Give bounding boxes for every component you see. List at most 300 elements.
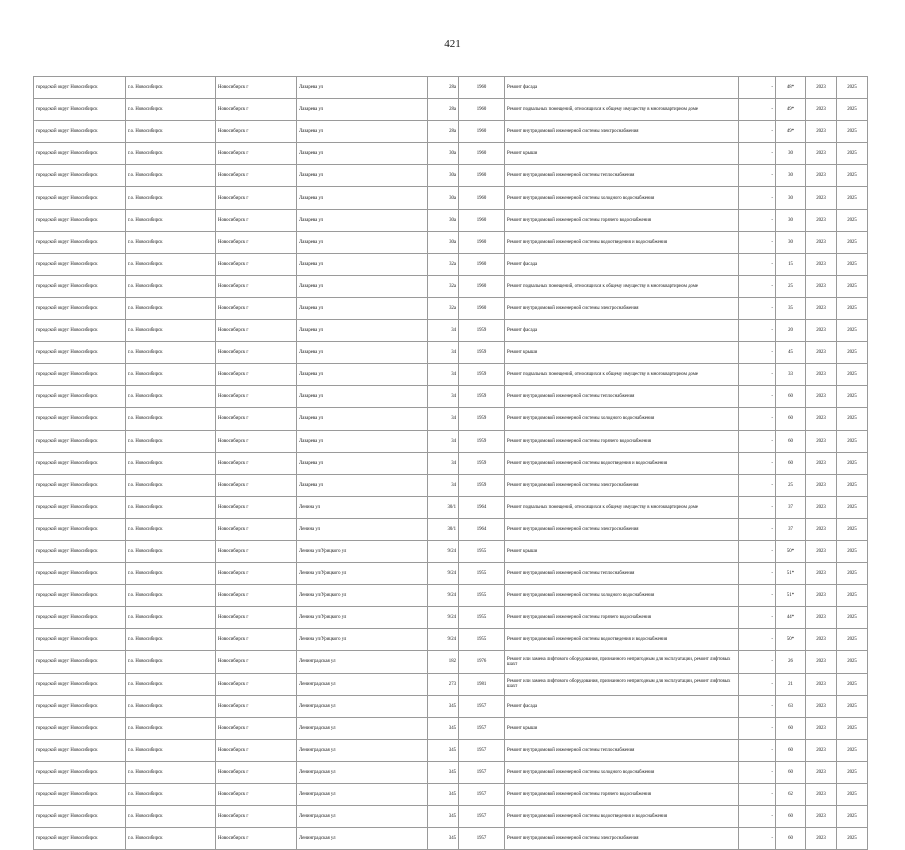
table-row [34, 386, 868, 408]
table-row [34, 607, 868, 629]
municipality-cell: городской округ Новосибирск [34, 165, 126, 187]
table-row [34, 739, 868, 761]
end-year-cell: 2025 [837, 121, 868, 143]
end-year-cell: 2025 [837, 320, 868, 342]
build-year-cell: 1960 [459, 99, 505, 121]
work-type-cell: Ремонт внутридомовой инженерной системы теплоснабжения [505, 739, 739, 761]
municipality-cell: городской округ Новосибирск [34, 563, 126, 585]
district-cell: г.о. Новосибирск [126, 474, 216, 496]
house-number-cell: 32а [428, 275, 459, 297]
table-row [34, 695, 868, 717]
dash-cell: - [739, 673, 776, 695]
build-year-cell: 1959 [459, 386, 505, 408]
city-cell: Новосибирск г [216, 430, 297, 452]
end-year-cell: 2025 [837, 739, 868, 761]
table-row [34, 563, 868, 585]
district-cell: г.о. Новосибирск [126, 806, 216, 828]
municipality-cell: городской округ Новосибирск [34, 364, 126, 386]
house-number-cell: 30/1 [428, 496, 459, 518]
wear-percent-cell: 60 [776, 386, 806, 408]
street-cell: Ленинградская ул [297, 673, 428, 695]
street-cell: Лазарева ул [297, 364, 428, 386]
build-year-cell: 1959 [459, 364, 505, 386]
municipality-cell: городской округ Новосибирск [34, 253, 126, 275]
start-year-cell: 2023 [806, 253, 837, 275]
street-cell: Лазарева ул [297, 342, 428, 364]
start-year-cell: 2023 [806, 297, 837, 319]
dash-cell: - [739, 474, 776, 496]
table-row [34, 673, 868, 695]
table-row [34, 231, 868, 253]
dash-cell: - [739, 739, 776, 761]
start-year-cell: 2023 [806, 165, 837, 187]
district-cell: г.о. Новосибирск [126, 143, 216, 165]
district-cell: г.о. Новосибирск [126, 165, 216, 187]
dash-cell: - [739, 784, 776, 806]
dash-cell: - [739, 121, 776, 143]
end-year-cell: 2025 [837, 784, 868, 806]
table-row [34, 253, 868, 275]
table-row [34, 585, 868, 607]
wear-percent-cell: 30 [776, 143, 806, 165]
end-year-cell: 2025 [837, 342, 868, 364]
dash-cell: - [739, 209, 776, 231]
wear-percent-cell: 35 [776, 297, 806, 319]
wear-percent-cell: 30 [776, 187, 806, 209]
start-year-cell: 2023 [806, 651, 837, 673]
house-number-cell: 9/24 [428, 629, 459, 651]
house-number-cell: 30а [428, 209, 459, 231]
district-cell: г.о. Новосибирск [126, 518, 216, 540]
district-cell: г.о. Новосибирск [126, 695, 216, 717]
municipality-cell: городской округ Новосибирск [34, 187, 126, 209]
dash-cell: - [739, 496, 776, 518]
start-year-cell: 2023 [806, 143, 837, 165]
street-cell: Ленина ул/Урицкого ул [297, 585, 428, 607]
street-cell: Лазарева ул [297, 452, 428, 474]
work-type-cell: Ремонт внутридомовой инженерной системы горячего водоснабжения [505, 209, 739, 231]
dash-cell: - [739, 761, 776, 783]
work-type-cell: Ремонт крыши [505, 143, 739, 165]
street-cell: Ленинградская ул [297, 717, 428, 739]
house-number-cell: 345 [428, 784, 459, 806]
wear-percent-cell: 21 [776, 673, 806, 695]
house-number-cell: 345 [428, 739, 459, 761]
municipality-cell: городской округ Новосибирск [34, 784, 126, 806]
city-cell: Новосибирск г [216, 828, 297, 850]
city-cell: Новосибирск г [216, 364, 297, 386]
end-year-cell: 2025 [837, 518, 868, 540]
city-cell: Новосибирск г [216, 165, 297, 187]
dash-cell: - [739, 452, 776, 474]
district-cell: г.о. Новосибирск [126, 342, 216, 364]
house-number-cell: 345 [428, 717, 459, 739]
wear-percent-cell: 30 [776, 231, 806, 253]
district-cell: г.о. Новосибирск [126, 828, 216, 850]
city-cell: Новосибирск г [216, 585, 297, 607]
house-number-cell: 345 [428, 761, 459, 783]
start-year-cell: 2023 [806, 673, 837, 695]
dash-cell: - [739, 585, 776, 607]
district-cell: г.о. Новосибирск [126, 563, 216, 585]
dash-cell: - [739, 297, 776, 319]
house-number-cell: 182 [428, 651, 459, 673]
table-row [34, 761, 868, 783]
table-row [34, 297, 868, 319]
table-row [34, 342, 868, 364]
city-cell: Новосибирск г [216, 121, 297, 143]
start-year-cell: 2023 [806, 99, 837, 121]
start-year-cell: 2023 [806, 806, 837, 828]
house-number-cell: 34 [428, 386, 459, 408]
house-number-cell: 9/24 [428, 585, 459, 607]
municipality-cell: городской округ Новосибирск [34, 320, 126, 342]
end-year-cell: 2025 [837, 408, 868, 430]
wear-percent-cell: 60 [776, 739, 806, 761]
dash-cell: - [739, 806, 776, 828]
dash-cell: - [739, 275, 776, 297]
build-year-cell: 1959 [459, 408, 505, 430]
house-number-cell: 273 [428, 673, 459, 695]
dash-cell: - [739, 651, 776, 673]
wear-percent-cell: 44* [776, 607, 806, 629]
city-cell: Новосибирск г [216, 143, 297, 165]
start-year-cell: 2023 [806, 474, 837, 496]
start-year-cell: 2023 [806, 231, 837, 253]
end-year-cell: 2025 [837, 585, 868, 607]
build-year-cell: 1955 [459, 585, 505, 607]
end-year-cell: 2025 [837, 386, 868, 408]
district-cell: г.о. Новосибирск [126, 231, 216, 253]
end-year-cell: 2025 [837, 452, 868, 474]
work-type-cell: Ремонт внутридомовой инженерной системы водоотведения и водоснабжения [505, 629, 739, 651]
table-row [34, 99, 868, 121]
district-cell: г.о. Новосибирск [126, 651, 216, 673]
street-cell: Ленинградская ул [297, 651, 428, 673]
municipality-cell: городской округ Новосибирск [34, 342, 126, 364]
house-number-cell: 34 [428, 452, 459, 474]
house-number-cell: 34 [428, 320, 459, 342]
dash-cell: - [739, 518, 776, 540]
end-year-cell: 2025 [837, 209, 868, 231]
work-type-cell: Ремонт внутридомовой инженерной системы горячего водоснабжения [505, 430, 739, 452]
city-cell: Новосибирск г [216, 518, 297, 540]
district-cell: г.о. Новосибирск [126, 673, 216, 695]
build-year-cell: 1960 [459, 165, 505, 187]
street-cell: Ленинградская ул [297, 761, 428, 783]
municipality-cell: городской округ Новосибирск [34, 408, 126, 430]
city-cell: Новосибирск г [216, 342, 297, 364]
street-cell: Лазарева ул [297, 77, 428, 99]
end-year-cell: 2025 [837, 297, 868, 319]
start-year-cell: 2023 [806, 761, 837, 783]
start-year-cell: 2023 [806, 563, 837, 585]
wear-percent-cell: 63 [776, 695, 806, 717]
municipality-cell: городской округ Новосибирск [34, 739, 126, 761]
table-row [34, 651, 868, 673]
street-cell: Лазарева ул [297, 231, 428, 253]
work-type-cell: Ремонт внутридомовой инженерной системы горячего водоснабжения [505, 784, 739, 806]
table-row [34, 209, 868, 231]
city-cell: Новосибирск г [216, 651, 297, 673]
build-year-cell: 1959 [459, 342, 505, 364]
wear-percent-cell: 49* [776, 99, 806, 121]
street-cell: Лазарева ул [297, 275, 428, 297]
wear-percent-cell: 30 [776, 209, 806, 231]
municipality-cell: городской округ Новосибирск [34, 540, 126, 562]
wear-percent-cell: 62 [776, 784, 806, 806]
municipality-cell: городской округ Новосибирск [34, 629, 126, 651]
start-year-cell: 2023 [806, 209, 837, 231]
street-cell: Ленинградская ул [297, 695, 428, 717]
work-type-cell: Ремонт внутридомовой инженерной системы теплоснабжения [505, 386, 739, 408]
end-year-cell: 2025 [837, 474, 868, 496]
build-year-cell: 1957 [459, 828, 505, 850]
house-number-cell: 30а [428, 231, 459, 253]
street-cell: Лазарева ул [297, 253, 428, 275]
build-year-cell: 1955 [459, 540, 505, 562]
dash-cell: - [739, 386, 776, 408]
city-cell: Новосибирск г [216, 673, 297, 695]
wear-percent-cell: 37 [776, 496, 806, 518]
wear-percent-cell: 60 [776, 761, 806, 783]
work-type-cell: Ремонт внутридомовой инженерной системы холодного водоснабжения [505, 761, 739, 783]
city-cell: Новосибирск г [216, 187, 297, 209]
municipality-cell: городской округ Новосибирск [34, 452, 126, 474]
district-cell: г.о. Новосибирск [126, 761, 216, 783]
city-cell: Новосибирск г [216, 540, 297, 562]
city-cell: Новосибирск г [216, 717, 297, 739]
city-cell: Новосибирск г [216, 408, 297, 430]
end-year-cell: 2025 [837, 673, 868, 695]
district-cell: г.о. Новосибирск [126, 784, 216, 806]
build-year-cell: 1955 [459, 607, 505, 629]
wear-percent-cell: 33 [776, 364, 806, 386]
wear-percent-cell: 20 [776, 320, 806, 342]
municipality-cell: городской округ Новосибирск [34, 806, 126, 828]
dash-cell: - [739, 77, 776, 99]
start-year-cell: 2023 [806, 695, 837, 717]
build-year-cell: 1960 [459, 275, 505, 297]
table-row [34, 540, 868, 562]
work-type-cell: Ремонт внутридомовой инженерной системы электроснабжения [505, 828, 739, 850]
district-cell: г.о. Новосибирск [126, 121, 216, 143]
work-type-cell: Ремонт подвальных помещений, относящихся к общему имуществу в многоквартирном доме [505, 364, 739, 386]
house-number-cell: 32а [428, 297, 459, 319]
street-cell: Лазарева ул [297, 187, 428, 209]
work-type-cell: Ремонт подвальных помещений, относящихся к общему имуществу в многоквартирном доме [505, 496, 739, 518]
city-cell: Новосибирск г [216, 386, 297, 408]
work-type-cell: Ремонт внутридомовой инженерной системы электроснабжения [505, 297, 739, 319]
build-year-cell: 1957 [459, 717, 505, 739]
street-cell: Лазарева ул [297, 430, 428, 452]
city-cell: Новосибирск г [216, 761, 297, 783]
build-year-cell: 1964 [459, 518, 505, 540]
district-cell: г.о. Новосибирск [126, 585, 216, 607]
build-year-cell: 1981 [459, 673, 505, 695]
street-cell: Лазарева ул [297, 320, 428, 342]
street-cell: Лазарева ул [297, 209, 428, 231]
city-cell: Новосибирск г [216, 99, 297, 121]
build-year-cell: 1964 [459, 496, 505, 518]
house-number-cell: 9/24 [428, 540, 459, 562]
table-row [34, 275, 868, 297]
build-year-cell: 1957 [459, 784, 505, 806]
wear-percent-cell: 60 [776, 430, 806, 452]
municipality-cell: городской округ Новосибирск [34, 209, 126, 231]
end-year-cell: 2025 [837, 828, 868, 850]
end-year-cell: 2025 [837, 629, 868, 651]
work-type-cell: Ремонт внутридомовой инженерной системы холодного водоснабжения [505, 187, 739, 209]
district-cell: г.о. Новосибирск [126, 320, 216, 342]
start-year-cell: 2023 [806, 518, 837, 540]
street-cell: Ленинградская ул [297, 806, 428, 828]
wear-percent-cell: 37 [776, 518, 806, 540]
start-year-cell: 2023 [806, 364, 837, 386]
work-type-cell: Ремонт внутридомовой инженерной системы электроснабжения [505, 121, 739, 143]
end-year-cell: 2025 [837, 364, 868, 386]
build-year-cell: 1960 [459, 187, 505, 209]
start-year-cell: 2023 [806, 784, 837, 806]
municipality-cell: городской округ Новосибирск [34, 99, 126, 121]
build-year-cell: 1957 [459, 761, 505, 783]
city-cell: Новосибирск г [216, 739, 297, 761]
dash-cell: - [739, 563, 776, 585]
dash-cell: - [739, 342, 776, 364]
district-cell: г.о. Новосибирск [126, 408, 216, 430]
house-number-cell: 34 [428, 430, 459, 452]
municipality-cell: городской округ Новосибирск [34, 607, 126, 629]
end-year-cell: 2025 [837, 275, 868, 297]
city-cell: Новосибирск г [216, 320, 297, 342]
municipality-cell: городской округ Новосибирск [34, 496, 126, 518]
district-cell: г.о. Новосибирск [126, 430, 216, 452]
dash-cell: - [739, 231, 776, 253]
work-type-cell: Ремонт или замена лифтового оборудования, признанного непригодным для эксплуатации, ремонт лифтовых шахт [505, 673, 739, 695]
house-number-cell: 30а [428, 143, 459, 165]
wear-percent-cell: 51* [776, 563, 806, 585]
street-cell: Ленина ул/Урицкого ул [297, 563, 428, 585]
work-type-cell: Ремонт фасада [505, 320, 739, 342]
end-year-cell: 2025 [837, 165, 868, 187]
street-cell: Лазарева ул [297, 474, 428, 496]
dash-cell: - [739, 828, 776, 850]
municipality-cell: городской округ Новосибирск [34, 143, 126, 165]
work-type-cell: Ремонт фасада [505, 695, 739, 717]
build-year-cell: 1960 [459, 253, 505, 275]
end-year-cell: 2025 [837, 607, 868, 629]
city-cell: Новосибирск г [216, 629, 297, 651]
dash-cell: - [739, 408, 776, 430]
wear-percent-cell: 30 [776, 165, 806, 187]
house-number-cell: 9/24 [428, 563, 459, 585]
municipality-cell: городской округ Новосибирск [34, 518, 126, 540]
dash-cell: - [739, 187, 776, 209]
municipality-cell: городской округ Новосибирск [34, 386, 126, 408]
end-year-cell: 2025 [837, 143, 868, 165]
work-type-cell: Ремонт подвальных помещений, относящихся к общему имуществу в многоквартирном доме [505, 275, 739, 297]
build-year-cell: 1957 [459, 695, 505, 717]
city-cell: Новосибирск г [216, 253, 297, 275]
district-cell: г.о. Новосибирск [126, 253, 216, 275]
build-year-cell: 1960 [459, 209, 505, 231]
city-cell: Новосибирск г [216, 607, 297, 629]
table-row [34, 806, 868, 828]
municipality-cell: городской округ Новосибирск [34, 717, 126, 739]
work-type-cell: Ремонт крыши [505, 717, 739, 739]
start-year-cell: 2023 [806, 828, 837, 850]
work-type-cell: Ремонт внутридомовой инженерной системы водоотведения и водоснабжения [505, 452, 739, 474]
district-cell: г.о. Новосибирск [126, 540, 216, 562]
wear-percent-cell: 45 [776, 342, 806, 364]
dash-cell: - [739, 253, 776, 275]
build-year-cell: 1959 [459, 430, 505, 452]
street-cell: Ленинградская ул [297, 784, 428, 806]
work-type-cell: Ремонт внутридомовой инженерной системы водоотведения и водоснабжения [505, 806, 739, 828]
district-cell: г.о. Новосибирск [126, 629, 216, 651]
table-body [34, 77, 868, 850]
build-year-cell: 1959 [459, 474, 505, 496]
table-row [34, 474, 868, 496]
end-year-cell: 2025 [837, 806, 868, 828]
district-cell: г.о. Новосибирск [126, 717, 216, 739]
end-year-cell: 2025 [837, 717, 868, 739]
start-year-cell: 2023 [806, 77, 837, 99]
house-number-cell: 345 [428, 806, 459, 828]
dash-cell: - [739, 607, 776, 629]
wear-percent-cell: 60 [776, 806, 806, 828]
street-cell: Лазарева ул [297, 99, 428, 121]
city-cell: Новосибирск г [216, 784, 297, 806]
house-number-cell: 34 [428, 364, 459, 386]
wear-percent-cell: 50* [776, 629, 806, 651]
municipality-cell: городской округ Новосибирск [34, 231, 126, 253]
table-row [34, 364, 868, 386]
start-year-cell: 2023 [806, 121, 837, 143]
dash-cell: - [739, 143, 776, 165]
work-type-cell: Ремонт внутридомовой инженерной системы холодного водоснабжения [505, 408, 739, 430]
work-type-cell: Ремонт крыши [505, 342, 739, 364]
build-year-cell: 1960 [459, 121, 505, 143]
work-type-cell: Ремонт фасада [505, 253, 739, 275]
city-cell: Новосибирск г [216, 275, 297, 297]
build-year-cell: 1960 [459, 231, 505, 253]
start-year-cell: 2023 [806, 629, 837, 651]
wear-percent-cell: 60 [776, 828, 806, 850]
wear-percent-cell: 60 [776, 717, 806, 739]
municipality-cell: городской округ Новосибирск [34, 77, 126, 99]
build-year-cell: 1957 [459, 806, 505, 828]
municipality-cell: городской округ Новосибирск [34, 761, 126, 783]
house-number-cell: 30а [428, 187, 459, 209]
start-year-cell: 2023 [806, 187, 837, 209]
build-year-cell: 1959 [459, 452, 505, 474]
start-year-cell: 2023 [806, 320, 837, 342]
street-cell: Лазарева ул [297, 143, 428, 165]
end-year-cell: 2025 [837, 253, 868, 275]
page-number: 421 [444, 38, 461, 50]
house-number-cell: 28а [428, 121, 459, 143]
start-year-cell: 2023 [806, 452, 837, 474]
table-row [34, 430, 868, 452]
table-row [34, 121, 868, 143]
wear-percent-cell: 25 [776, 474, 806, 496]
city-cell: Новосибирск г [216, 806, 297, 828]
municipality-cell: городской округ Новосибирск [34, 297, 126, 319]
table-row [34, 408, 868, 430]
work-type-cell: Ремонт внутридомовой инженерной системы теплоснабжения [505, 165, 739, 187]
district-cell: г.о. Новосибирск [126, 209, 216, 231]
